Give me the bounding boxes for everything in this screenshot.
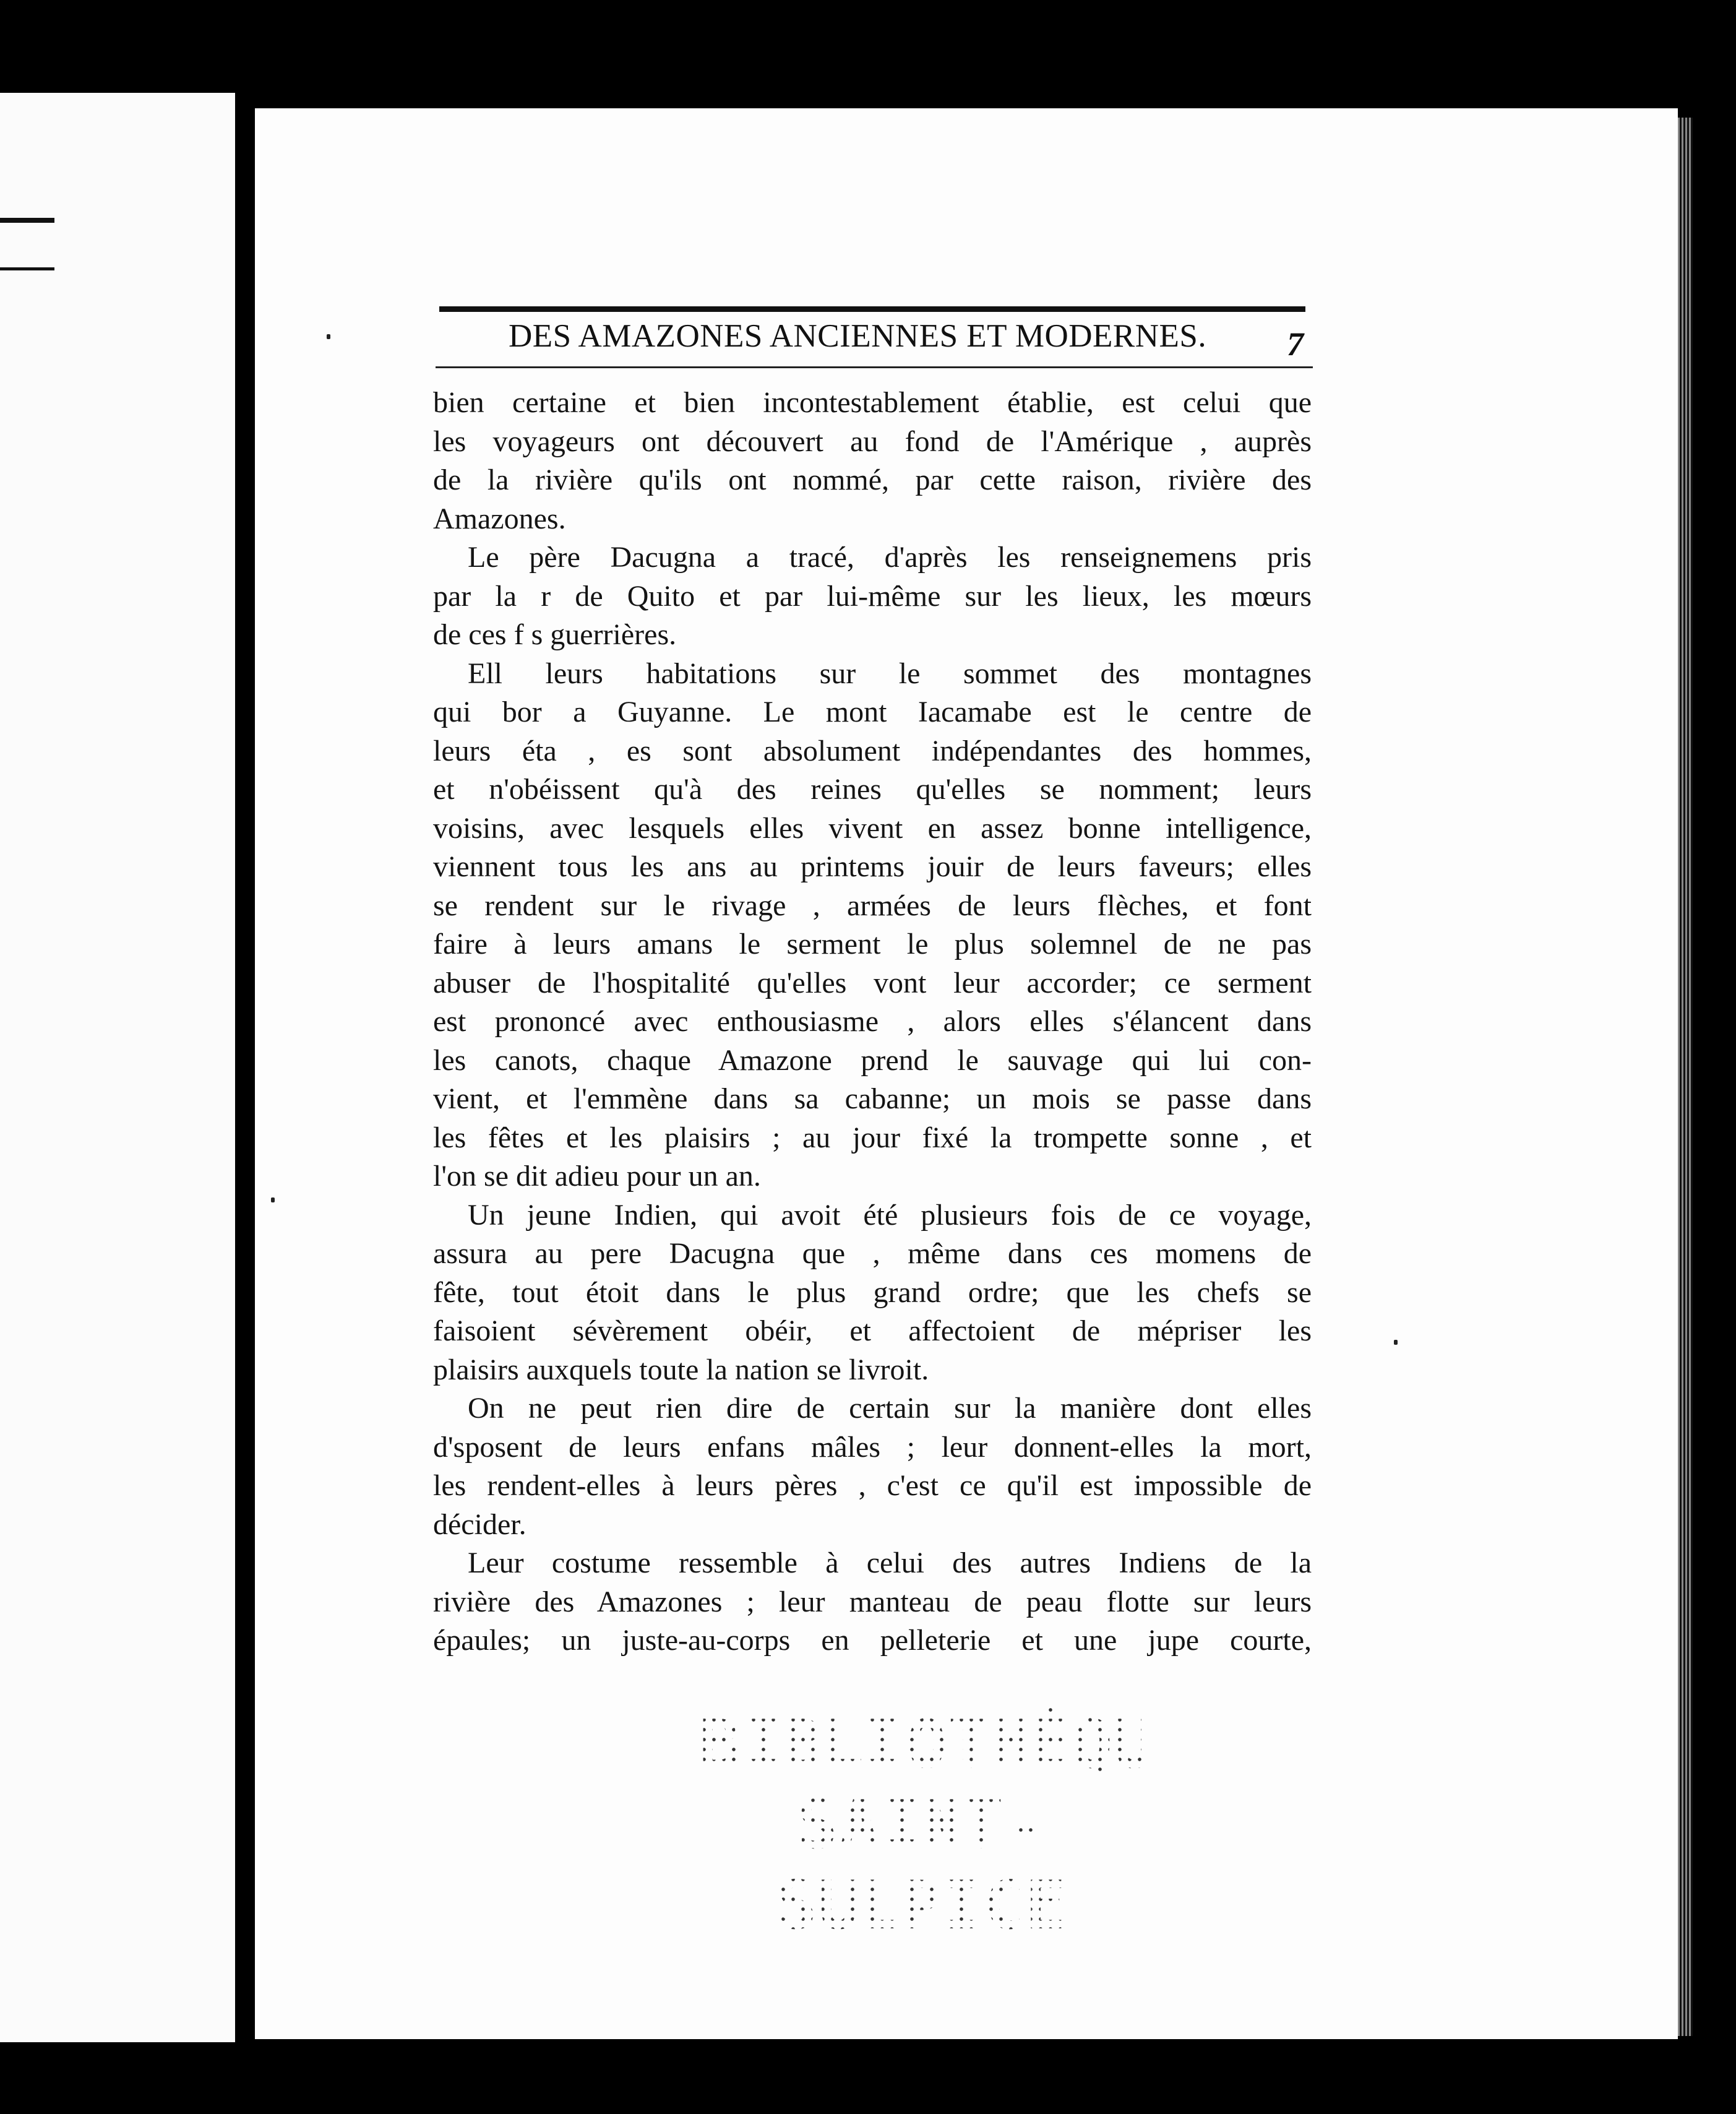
body-line: est prononcé avec enthousiasme , alors elles s'élancent dans: [433, 1005, 1312, 1038]
body-line: les voyageurs ont découvert au fond de l'Amérique , auprès: [433, 425, 1312, 458]
body-line: les fêtes et les plaisirs ; au jour fixé la trompette sonne , et: [433, 1121, 1312, 1154]
book-gutter: [236, 93, 254, 2042]
body-line: de ces f s guerrières.: [433, 618, 677, 651]
body-line: Ell leurs habitations sur le sommet des montagnes: [468, 657, 1312, 690]
body-text: [433, 384, 1312, 1660]
body-line: plaisirs auxquels toute la nation se livroit.: [433, 1353, 929, 1386]
body-line: Un jeune Indien, qui avoit été plusieurs fois de ce voyage,: [468, 1198, 1312, 1232]
speck: [271, 1197, 275, 1202]
page-number: 7: [1287, 326, 1304, 363]
body-line: vient, et l'emmène dans sa cabanne; un mois se passe dans: [433, 1082, 1312, 1115]
body-line: épaules; un juste-au-corps en pelleterie et une jupe courte,: [433, 1624, 1312, 1657]
header-bottom-rule: [436, 366, 1313, 368]
body-line: les canots, chaque Amazone prend le sauvage qui lui con-: [433, 1043, 1312, 1077]
body-line: faire à leurs amans le serment le plus solemnel de ne pas: [433, 928, 1312, 960]
body-line: viennent tous les ans au printems jouir de leurs faveurs; elles: [433, 850, 1312, 883]
body-line: On ne peut rien dire de certain sur la manière dont elles: [468, 1392, 1312, 1425]
running-title: DES AMAZONES ANCIENNES ET MODERNES.: [509, 318, 1207, 354]
body-line: rivière des Amazones ; leur manteau de peau flotte sur leurs: [433, 1585, 1312, 1618]
page-edge: [1678, 118, 1693, 2036]
body-line: les rendent-elles à leurs pères , c'est ce qu'il est impossible de: [433, 1469, 1312, 1502]
body-line: Leur costume ressemble à celui des autres Indiens de la: [468, 1547, 1312, 1579]
body-line: de la rivière qu'ils ont nommé, par cette raison, rivière des: [433, 464, 1312, 496]
speck: [1394, 1340, 1398, 1345]
stamp-line-1: BIBLIOTHÈQUE: [699, 1705, 1145, 1785]
body-line: d'sposent de leurs enfans mâles ; leur donnent-elles la mort,: [433, 1430, 1312, 1464]
body-line: par la r de Quito et par lui-même sur les lieux, les mœurs: [433, 579, 1312, 613]
left-page-rule: [0, 267, 54, 270]
header-top-rule: [439, 306, 1305, 312]
body-line: décider.: [433, 1508, 526, 1541]
left-page-rule: [0, 218, 54, 223]
body-line: abuser de l'hospitalité qu'elles vont leur accorder; ce serment: [433, 966, 1312, 999]
speck: [327, 334, 330, 339]
left-page: [0, 93, 235, 2042]
body-line: bien certaine et bien incontestablement établie, est celui que: [433, 386, 1312, 419]
body-line: qui bor a Guyanne. Le mont Iacamabe est le centre de: [433, 696, 1312, 728]
body-line: voisins, avec lesquels elles vivent en assez bonne intelligence,: [433, 811, 1312, 845]
library-stamp: [699, 1705, 1197, 1946]
body-line: assura au pere Dacugna que , même dans ces momens de: [433, 1237, 1312, 1270]
body-line: fête, tout étoit dans le plus grand ordre; que les chefs se: [433, 1275, 1312, 1309]
body-line: Le père Dacugna a tracé, d'après les renseignemens pris: [468, 541, 1312, 574]
body-line: se rendent sur le rivage , armées de leurs flèches, et font: [433, 889, 1312, 922]
body-line: leurs éta , es sont absolument indépendantes des hommes,: [433, 734, 1312, 767]
body-line: Amazones.: [433, 502, 566, 535]
body-line: et n'obéissent qu'à des reines qu'elles se nomment; leurs: [433, 773, 1312, 806]
body-line: faisoient sévèrement obéir, et affectoient de mépriser les: [433, 1314, 1312, 1347]
body-line: l'on se dit adieu pour un an.: [433, 1160, 761, 1193]
stamp-line-2: SAINT-SULPICE: [699, 1785, 1145, 1946]
